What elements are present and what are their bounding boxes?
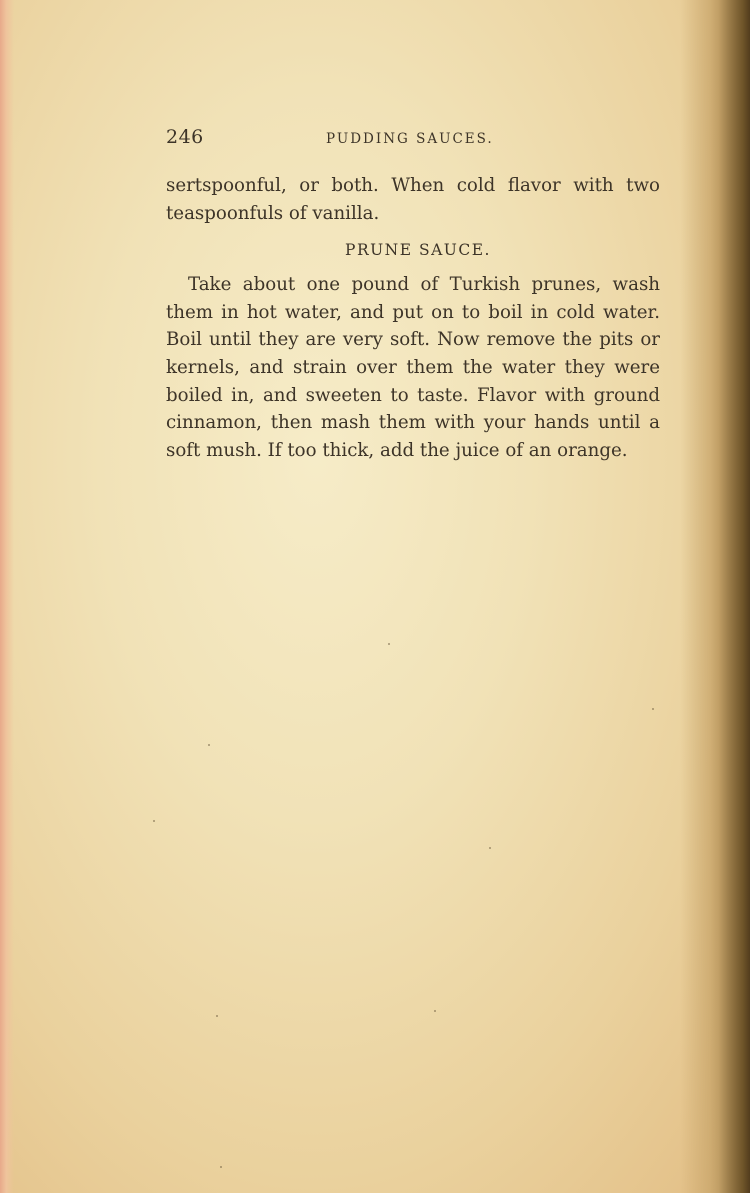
paper-speck xyxy=(216,1015,218,1017)
running-title: PUDDING SAUCES. xyxy=(326,131,494,147)
running-head xyxy=(166,126,660,160)
paper-speck xyxy=(652,708,654,710)
page-left-edge xyxy=(0,0,14,1193)
text-block xyxy=(166,126,660,464)
paper-speck xyxy=(434,1010,436,1012)
page-number: 246 xyxy=(166,126,204,148)
section-title: PRUNE SAUCE. xyxy=(345,241,491,260)
paper-speck xyxy=(220,1166,222,1168)
continuation-paragraph: sertspoonful, or both. When cold flavor with two teaspoonfuls of vanilla. xyxy=(166,175,660,224)
page-fold-shadow xyxy=(710,0,750,1193)
paper-speck xyxy=(208,744,210,746)
section-body-paragraph: Take about one pound of Turkish prunes, wash them in hot water, and put on to boil in cold water. Boil until they are very soft. Now remove the pits or kernels, and strain over them the water they were boiled in, and sweeten to taste. Flavor with ground cinnamon, then mash them with your hands until a soft mush. If too thick, add the juice of an orange. xyxy=(166,274,660,461)
paper-speck xyxy=(388,643,390,645)
paper-speck xyxy=(153,820,155,822)
paper-speck xyxy=(489,847,491,849)
